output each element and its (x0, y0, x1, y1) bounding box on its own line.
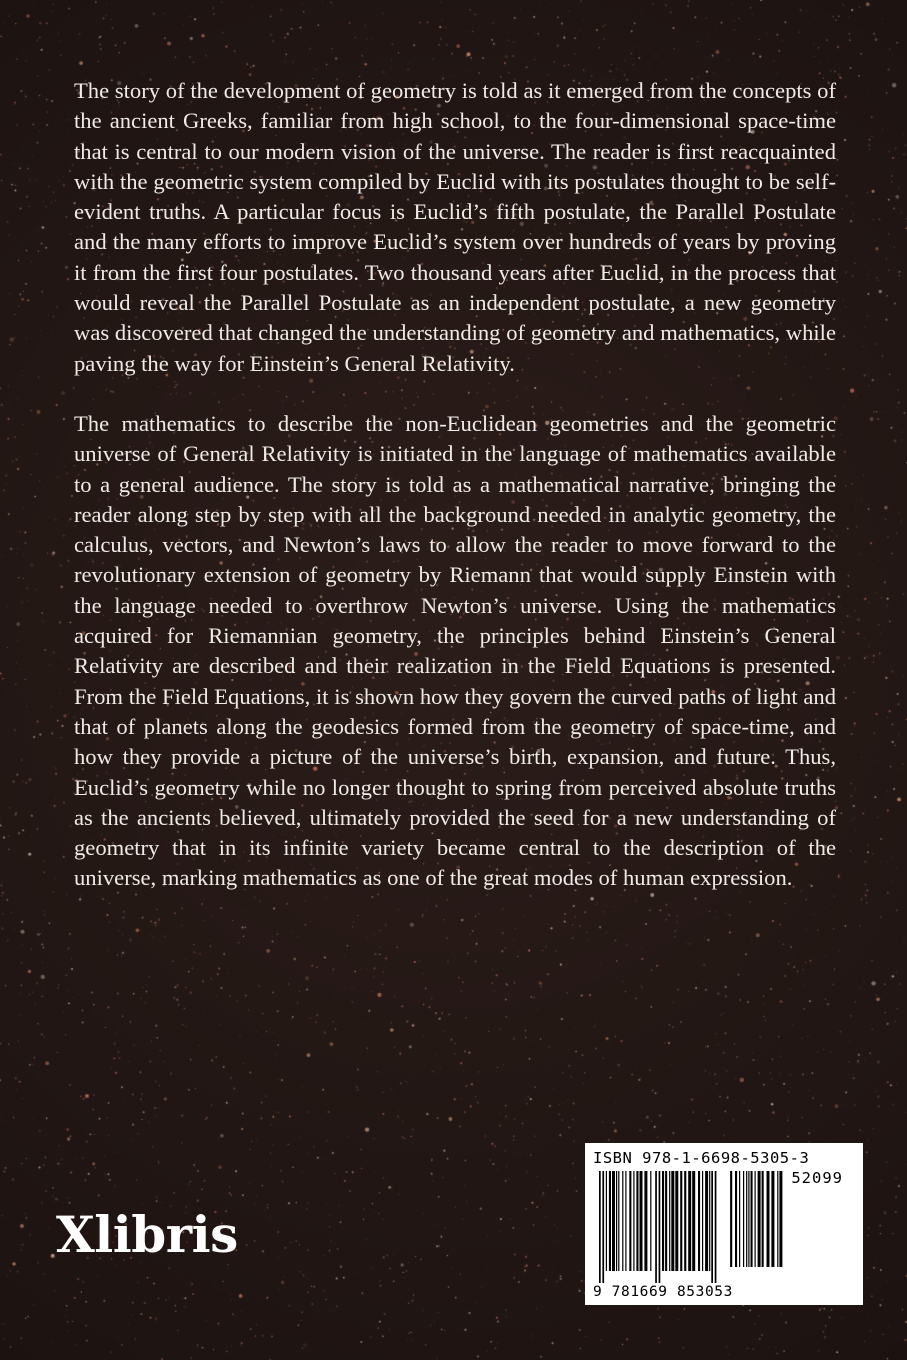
barcode-bars (593, 1171, 855, 1283)
barcode-bar (705, 1171, 708, 1271)
barcode-guard-bar (599, 1171, 601, 1283)
publisher-logo: Xlibris (56, 1205, 238, 1264)
barcode-bar (669, 1171, 670, 1271)
addon-bar (735, 1171, 737, 1267)
addon-bar (751, 1171, 753, 1267)
barcode-bar (636, 1171, 638, 1271)
barcode-digits: 9 781669 853053 (593, 1284, 733, 1300)
barcode-guard-bar (602, 1171, 604, 1283)
barcode-guard-bar (655, 1171, 657, 1283)
addon-bar (758, 1171, 761, 1267)
barcode-bar (629, 1171, 631, 1271)
blurb-text (74, 76, 836, 894)
barcode-bar (680, 1171, 682, 1271)
addon-bar (755, 1171, 756, 1267)
barcode-bar (625, 1171, 626, 1271)
barcode-bar (616, 1171, 617, 1271)
addon-bar (743, 1171, 744, 1267)
barcode-bar (609, 1171, 611, 1271)
addon-bar (748, 1171, 749, 1267)
barcode-bar (671, 1171, 674, 1271)
barcode-bar (692, 1171, 695, 1271)
barcode-bar (612, 1171, 615, 1271)
price-addon-code: 52099 (791, 1169, 843, 1187)
barcode-bar (662, 1171, 664, 1271)
addon-bar (779, 1171, 782, 1267)
barcode-bar (640, 1171, 643, 1271)
barcode-guard-bar (715, 1171, 717, 1283)
isbn-label: ISBN 978-1-6698-5305-3 (593, 1149, 810, 1167)
barcode-bar (618, 1171, 619, 1271)
barcode-guard-bar (659, 1171, 661, 1283)
barcode-bar (633, 1171, 634, 1271)
barcode-bar (644, 1171, 647, 1271)
addon-bar (746, 1171, 747, 1267)
addon-bar (777, 1171, 778, 1267)
barcode-bar (650, 1171, 651, 1271)
barcode-bar (698, 1171, 700, 1271)
blurb-paragraph-1: The story of the development of geometry is told as it emerged from the concepts of the ancient Greeks, familiar from high school, to the four-dimensional space-time that is central to our modern vision of the universe. The reader is first reacquainted with the geometric system compiled by Euclid with its postulates thought to be self-evident truths. A particular focus is Euclid’s fifth postulate, the Parallel Postulate and the many efforts to improve Euclid’s system over hundreds of years by proving it from the first four postulates. Two thousand years after Euclid, in the process that would reveal the Parallel Postulate as an independent postulate, a new geometry was discovered that changed the understanding of geometry and mathematics, while paving the way for Einstein’s General Relativity. (74, 78, 836, 376)
addon-bar (730, 1171, 732, 1267)
barcode-bar (622, 1171, 623, 1271)
addon-bar (739, 1171, 740, 1267)
barcode-bar (665, 1171, 667, 1271)
barcode-bar (688, 1171, 691, 1271)
addon-bar (771, 1171, 774, 1267)
barcode-bar (702, 1171, 703, 1271)
addon-bar (762, 1171, 764, 1267)
barcode-guard-bar (711, 1171, 713, 1283)
barcode-bar (709, 1171, 710, 1271)
addon-bar (767, 1171, 770, 1267)
barcode-bar (606, 1171, 607, 1271)
isbn-barcode (585, 1143, 863, 1305)
barcode-bar (675, 1171, 678, 1271)
blurb-paragraph-2: The mathematics to describe the non-Euclidean geometries and the geometric universe of General Relativity is initiated in the language of mathematics available to a general audience. The story is told as a mathematical narrative, bringing the reader along step by step with all the background needed in analytic geometry, the calculus, vectors, and Newton’s laws to allow the reader to move forward to the revolutionary extension of geometry by Riemann that would supply Einstein with the language needed to overthrow Newton’s universe. Using the mathematics acquired for Riemannian geometry, the principles behind Einstein’s General Relativity are described and their realization in the Field Equations is presented. From the Field Equations, it is shown how they govern the curved paths of light and that of planets along the geodesics formed from the geometry of space-time, and how they provide a picture of the universe’s birth, expansion, and future. Thus, Euclid’s geometry while no longer thought to spring from perceived absolute truths as the ancients believed, ultimately provided the seed for a new understanding of geometry that in its infinite variety became central to the description of the universe, marking mathematics as one of the great modes of human expression. (74, 410, 836, 891)
barcode-bar (684, 1171, 686, 1271)
